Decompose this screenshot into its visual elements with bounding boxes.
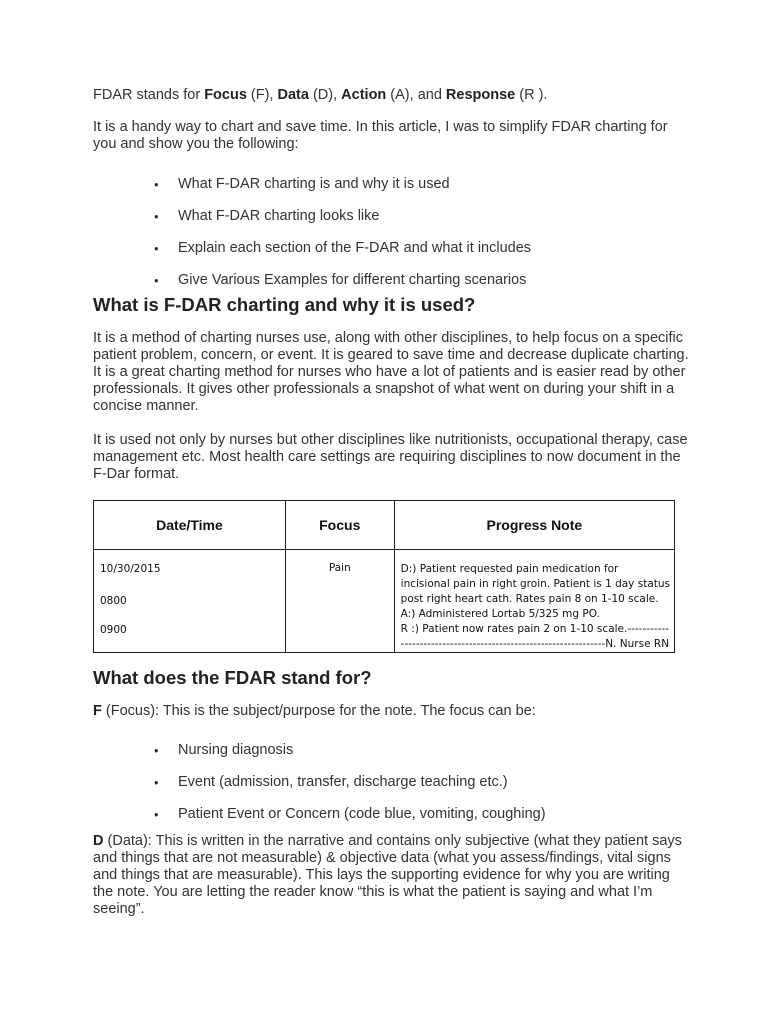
- intro-paragraph: It is a handy way to chart and save time. In this article, I was to simplify FDAR charting for you and show you the following:: [93, 119, 668, 152]
- data-abbr: (D),: [308, 87, 342, 103]
- focus-cell: Pain: [285, 550, 394, 653]
- focus-term: Focus: [204, 87, 247, 103]
- topic-item: • Give Various Examples for different charting scenarios: [93, 272, 693, 289]
- topic-list: [93, 176, 693, 289]
- response-term: Response: [445, 87, 516, 103]
- focus-letter: F: [93, 703, 102, 719]
- data-term: Data: [277, 87, 309, 103]
- focus-item: • Nursing diagnosis: [93, 742, 693, 759]
- progress-note-cell: [394, 550, 674, 653]
- focus-item: • Event (admission, transfer, discharge teaching etc.): [93, 774, 693, 791]
- date-value: 10/30/2015: [100, 563, 161, 575]
- fdar-definition: [93, 87, 693, 104]
- intro-prefix: FDAR stands for: [93, 87, 205, 103]
- section1-paragraph-2: It is used not only by nurses but other disciplines like nutritionists, occupational therapy, case management etc. Most health care settings are requiring disciplines to now document in the F-Dar format.: [93, 432, 688, 482]
- action-abbr: (A), and: [386, 87, 446, 103]
- note-line: post right heart cath. Rates pain 8 on 1-10 scale.: [400, 593, 659, 605]
- table-row: [94, 550, 675, 653]
- focus-abbr: (F),: [246, 87, 278, 103]
- data-letter: D: [93, 833, 104, 849]
- topic-item: • Explain each section of the F-DAR and what it includes: [93, 240, 693, 257]
- topic-item: • What F-DAR charting is and why it is used: [93, 176, 693, 193]
- table-header-row: [94, 501, 675, 550]
- note-line: D:) Patient requested pain medication for: [400, 563, 619, 575]
- section1-paragraph-1: It is a method of charting nurses use, along with other disciplines, to help focus on a specific patient problem, concern, or event. It is geared to save time and decrease duplicate charting. It is a great charting method for nurses who have a lot of patients and is easier read by other professionals. It gives other professionals a snapshot of what went on during your shift in a concise manner.: [93, 330, 689, 414]
- note-line: ------------------------------------------------------N. Nurse RN: [400, 638, 670, 650]
- fdar-example-table: [93, 500, 675, 653]
- note-line: A:) Administered Lortab 5/325 mg PO.: [400, 608, 600, 620]
- data-definition-text: (Data): This is written in the narrative and contains only subjective (what they patient says and things that are not measurable) & objective data (what you assess/findings, vital signs and things that are measurable). This lays the supporting evidence for why you are writing the note. You are letting the reader know “this is what the patient is saying and what I’m seeing”.: [93, 833, 682, 917]
- focus-list: [93, 742, 693, 823]
- response-abbr: (R ).: [515, 87, 548, 103]
- note-line: incisional pain in right groin. Patient is 1 day status: [400, 578, 670, 590]
- topic-item: • What F-DAR charting looks like: [93, 208, 693, 225]
- header-date-time: Date/Time: [94, 501, 286, 550]
- focus-definition-text: (Focus): This is the subject/purpose for the note. The focus can be:: [101, 703, 536, 719]
- note-line: R :) Patient now rates pain 2 on 1-10 scale.-----------: [400, 623, 669, 635]
- article: [93, 87, 693, 918]
- action-term: Action: [341, 87, 387, 103]
- focus-item: • Patient Event or Concern (code blue, vomiting, coughing): [93, 806, 693, 823]
- date-time-cell: [94, 550, 286, 653]
- header-focus: Focus: [285, 501, 394, 550]
- time-value-2: 0900: [100, 624, 127, 636]
- focus-definition: [93, 703, 693, 720]
- data-definition: [93, 833, 693, 918]
- time-value-1: 0800: [100, 595, 127, 607]
- section-heading-what-is: What is F-DAR charting and why it is used?: [93, 294, 476, 315]
- section-heading-fdar-stand: What does the FDAR stand for?: [93, 667, 372, 688]
- header-progress-note: Progress Note: [394, 501, 674, 550]
